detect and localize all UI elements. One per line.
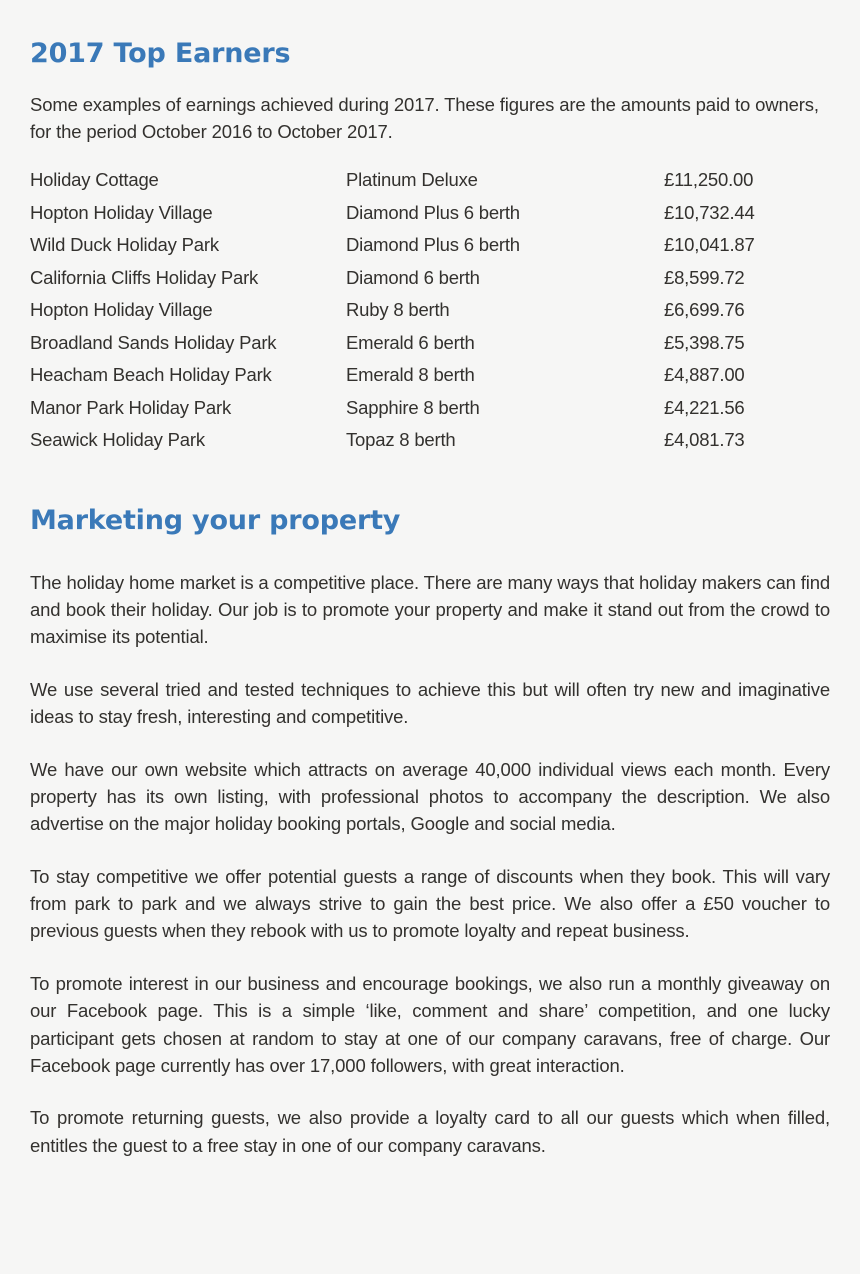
cell-park-name: Hopton Holiday Village	[30, 201, 213, 223]
cell-park-name: California Cliffs Holiday Park	[30, 266, 259, 288]
table-row	[30, 334, 830, 367]
cell-park-name: Seawick Holiday Park	[30, 429, 205, 451]
table-row	[30, 269, 830, 302]
marketing-paragraph-2: We use several tried and tested techniques to achieve this but will often try new and imaginative ideas to stay fresh, interesting and competitive.	[30, 678, 830, 728]
table-row	[30, 399, 830, 432]
cell-park-name: Broadland Sands Holiday Park	[30, 331, 277, 353]
cell-amount: £6,699.76	[664, 299, 745, 321]
cell-amount: £8,599.72	[664, 266, 745, 288]
cell-property-type: Diamond Plus 6 berth	[346, 201, 520, 223]
cell-amount: £4,081.73	[664, 429, 745, 451]
top-earners-table	[30, 171, 830, 464]
cell-park-name: Hopton Holiday Village	[30, 299, 213, 321]
cell-property-type: Sapphire 8 berth	[346, 396, 480, 418]
cell-amount: £10,041.87	[664, 234, 755, 256]
cell-property-type: Diamond 6 berth	[346, 266, 480, 288]
cell-amount: £11,250.00	[664, 169, 754, 191]
table-row	[30, 301, 830, 334]
cell-amount: £4,887.00	[664, 364, 745, 386]
table-row	[30, 236, 830, 269]
cell-property-type: Ruby 8 berth	[346, 299, 450, 321]
marketing-paragraph-3: We have our own website which attracts on average 40,000 individual views each month. Every property has its own listing, with professional photos to accompany the description. We also advertise on the major holiday booking portals, Google and social media.	[30, 758, 830, 835]
table-row	[30, 366, 830, 399]
cell-park-name: Manor Park Holiday Park	[30, 396, 232, 418]
cell-amount: £4,221.56	[664, 396, 745, 418]
table-row	[30, 431, 830, 464]
top-earners-table-body	[30, 171, 830, 464]
cell-park-name: Holiday Cottage	[30, 169, 159, 191]
cell-park-name: Heacham Beach Holiday Park	[30, 364, 272, 386]
cell-property-type: Diamond Plus 6 berth	[346, 234, 520, 256]
marketing-paragraph-6: To promote returning guests, we also provide a loyalty card to all our guests which when filled, entitles the guest to a free stay in one of our company caravans.	[30, 1107, 830, 1156]
cell-amount: £5,398.75	[664, 331, 745, 353]
cell-property-type: Platinum Deluxe	[346, 169, 478, 191]
marketing-paragraph-4: To stay competitive we offer potential guests a range of discounts when they book. This will vary from park to park and we always strive to gain the best price. We also offer a £50 voucher to previous guests when they rebook with us to promote loyalty and repeat business.	[30, 865, 830, 942]
section-title-marketing-your-property: Marketing your property	[30, 504, 401, 536]
page-title-top-earners: 2017 Top Earners	[30, 38, 291, 69]
table-row	[30, 204, 830, 237]
cell-park-name: Wild Duck Holiday Park	[30, 234, 219, 256]
cell-property-type: Topaz 8 berth	[346, 429, 456, 451]
cell-property-type: Emerald 6 berth	[346, 331, 475, 353]
marketing-paragraph-5: To promote interest in our business and encourage bookings, we also run a monthly giveaway on our Facebook page. This is a simple ‘like, comment and share’ competition, and one lucky participant gets chosen at random to stay at one of our company caravans, free of charge. Our Facebook page currently has over 17,000 followers, with great interaction.	[30, 972, 830, 1076]
cell-amount: £10,732.44	[664, 201, 755, 223]
cell-property-type: Emerald 8 berth	[346, 364, 475, 386]
top-earners-intro-paragraph: Some examples of earnings achieved during 2017. These figures are the amounts paid to owners, for the period October 2016 to October 2017.	[30, 93, 819, 143]
marketing-paragraph-1: The holiday home market is a competitive place. There are many ways that holiday makers can find and book their holiday. Our job is to promote your property and make it stand out from the crowd to maximise its potential.	[30, 571, 830, 648]
table-row	[30, 171, 830, 204]
